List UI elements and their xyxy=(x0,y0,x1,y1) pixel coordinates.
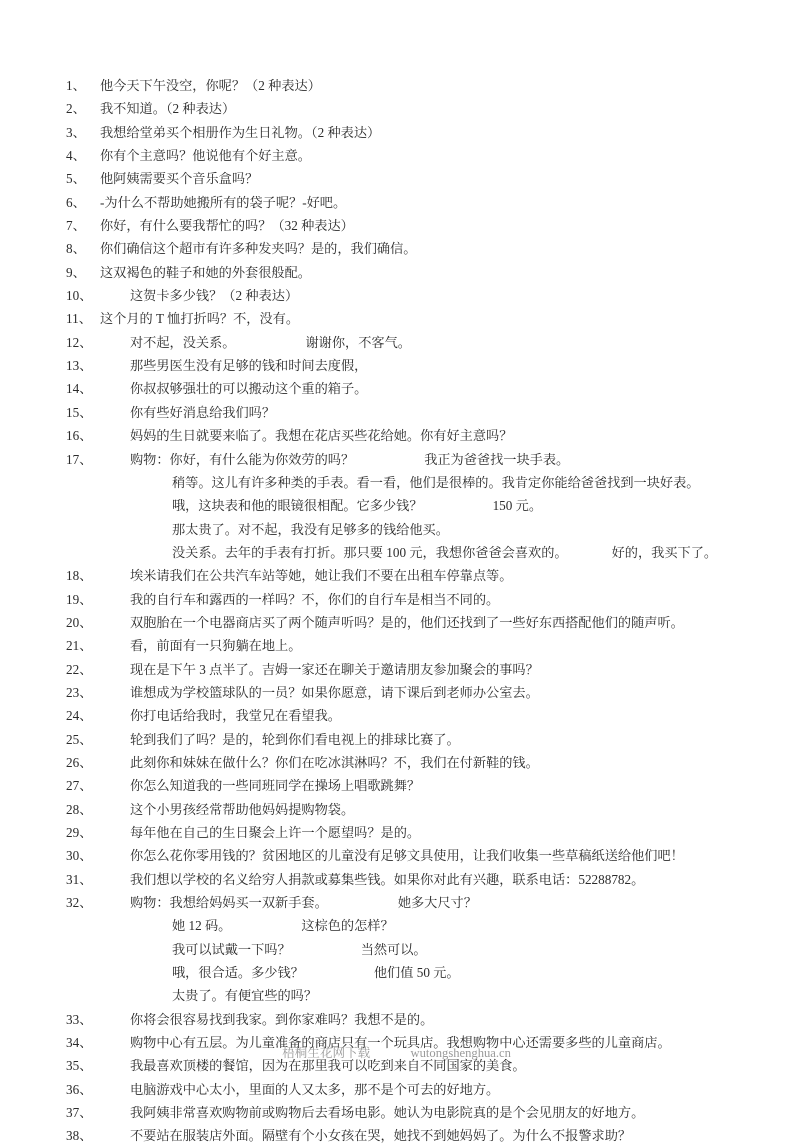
exercise-item xyxy=(66,798,780,821)
exercise-item xyxy=(66,821,780,844)
dialogue-reply: 我正为爸爸找一块手表。 xyxy=(424,451,570,467)
item-text: 这双褐色的鞋子和她的外套很般配。 xyxy=(100,264,311,280)
item-text: 你叔叔够强壮的可以搬动这个重的箱子。 xyxy=(130,381,368,397)
item-number: 22、 xyxy=(66,661,93,677)
item-text: 我们想以学校的名义给穷人捐款或募集些钱。如果你对此有兴趣，联系电话：52288782。 xyxy=(130,871,645,887)
exercise-item xyxy=(66,704,780,727)
item-number: 25、 xyxy=(66,731,93,747)
item-text: 我的自行车和露西的一样吗？不，你们的自行车是相当不同的。 xyxy=(130,591,500,607)
exercise-item xyxy=(66,611,780,634)
dialogue-reply: 好的，我买下了。 xyxy=(611,544,718,560)
exercise-item xyxy=(66,728,780,751)
dialogue-reply: 这棕色的怎样？ xyxy=(301,918,394,934)
item-text: 那些男医生没有足够的钱和时间去度假， xyxy=(130,358,368,374)
dialogue-continuation-line xyxy=(66,518,780,541)
exercise-item xyxy=(66,681,780,704)
item-text: 不要站在服装店外面。隔壁有个小女孩在哭，她找不到她妈妈了。为什么不报警求助？ xyxy=(130,1128,632,1144)
exercise-item xyxy=(66,307,780,330)
item-text: 看，前面有一只狗躺在地上。 xyxy=(130,638,302,654)
item-number: 21、 xyxy=(66,638,93,654)
item-text: 此刻你和妹妹在做什么？你们在吃冰淇淋吗？不，我们在付新鞋的钱。 xyxy=(130,754,539,770)
item-number: 9、 xyxy=(66,264,86,280)
item-text: 你怎么花你零用钱的？贫困地区的儿童没有足够文具使用，让我们收集一些草稿纸送给他们吧！ xyxy=(130,848,684,864)
item-text: 你打电话给我时，我堂兄在看望我。 xyxy=(130,708,341,724)
exercise-item xyxy=(66,1101,780,1124)
exercise-item xyxy=(66,658,780,681)
exercise-item xyxy=(66,1124,780,1147)
item-text: 我阿姨非常喜欢购物前或购物后去看场电影。她认为电影院真的是个会见朋友的好地方。 xyxy=(130,1105,645,1121)
exercise-item xyxy=(66,564,780,587)
item-number: 28、 xyxy=(66,801,93,817)
item-text: 你有个主意吗？他说他有个好主意。 xyxy=(100,148,311,164)
item-number: 31、 xyxy=(66,871,93,887)
item-text: -为什么不帮助她搬所有的袋子呢？-好吧。 xyxy=(100,194,347,210)
item-text: 你怎么知道我的一些同班同学在操场上唱歌跳舞？ xyxy=(130,778,421,794)
item-number: 15、 xyxy=(66,404,93,420)
exercise-item xyxy=(66,284,780,307)
item-text: 你有些好消息给我们吗？ xyxy=(130,404,276,420)
exercise-item xyxy=(66,261,780,284)
item-text: 购物中心有五层。为儿童准备的商店只有一个玩具店。我想购物中心还需要多些的儿童商店。 xyxy=(130,1035,671,1051)
exercise-item xyxy=(66,1008,780,1031)
dialogue-prompt: 哦，这块表和他的眼镜很相配。它多少钱？ xyxy=(172,498,423,514)
exercise-item xyxy=(66,74,780,97)
dialogue-prompt: 太贵了。有便宜些的吗？ xyxy=(172,988,318,1004)
item-text: 轮到我们了吗？是的，轮到你们看电视上的排球比赛了。 xyxy=(130,731,460,747)
exercise-item xyxy=(66,121,780,144)
item-number: 38、 xyxy=(66,1128,93,1144)
item-number: 12、 xyxy=(66,334,93,350)
item-text: 埃米请我们在公共汽车站等她，她让我们不要在出租车停靠点等。 xyxy=(130,568,513,584)
item-text: 这个小男孩经常帮助他妈妈提购物袋。 xyxy=(130,801,355,817)
item-number: 26、 xyxy=(66,754,93,770)
exercise-item xyxy=(66,354,780,377)
exercise-list xyxy=(66,74,780,1148)
item-text: 你们确信这个超市有许多种发夹吗？是的，我们确信。 xyxy=(100,241,417,257)
item-number: 33、 xyxy=(66,1011,93,1027)
item-text: 他阿姨需要买个音乐盒吗？ xyxy=(100,171,259,187)
dialogue-continuation-line xyxy=(66,938,780,961)
dialogue-continuation-line xyxy=(66,914,780,937)
item-number: 30、 xyxy=(66,848,93,864)
footer-site-url: wutongshenghua.cn xyxy=(410,1046,511,1060)
item-number: 36、 xyxy=(66,1081,93,1097)
dialogue-prompt: 没关系。去年的手表有打折。那只要 100 元，我想你爸爸会喜欢的。 xyxy=(172,544,568,560)
item-number: 17、 xyxy=(66,451,93,467)
item-number: 23、 xyxy=(66,684,93,700)
item-text: 我最喜欢顶楼的餐馆，因为在那里我可以吃到来自不同国家的美食。 xyxy=(130,1058,526,1074)
item-number: 18、 xyxy=(66,568,93,584)
item-number: 2、 xyxy=(66,101,86,117)
item-number: 11、 xyxy=(66,311,92,327)
exercise-item xyxy=(66,868,780,891)
item-text: 妈妈的生日就要来临了。我想在花店买些花给她。你有好主意吗？ xyxy=(130,428,513,444)
item-text: 他今天下午没空，你呢？（2 种表达） xyxy=(100,78,321,93)
exercise-item xyxy=(66,1078,780,1101)
item-number: 1、 xyxy=(66,78,86,93)
exercise-item xyxy=(66,634,780,657)
exercise-item xyxy=(66,751,780,774)
dialogue-continuation-line xyxy=(66,471,780,494)
item-number: 24、 xyxy=(66,708,93,724)
exercise-item xyxy=(66,424,780,447)
item-text: 每年他在自己的生日聚会上许一个愿望吗？是的。 xyxy=(130,825,421,840)
item-number: 10、 xyxy=(66,288,93,304)
exercise-item xyxy=(66,588,780,611)
dialogue-prompt: 购物：你好，有什么能为你效劳的吗？ xyxy=(130,451,355,467)
dialogue-reply: 150 元。 xyxy=(492,498,543,514)
item-number: 16、 xyxy=(66,428,93,444)
dialogue-continuation-line xyxy=(66,984,780,1007)
item-text: 这贺卡多少钱？（2 种表达） xyxy=(130,288,299,304)
item-number: 4、 xyxy=(66,148,86,164)
footer-site-name: 梧桐生花网下载 xyxy=(282,1046,371,1060)
exercise-item xyxy=(66,448,780,471)
exercise-item xyxy=(66,167,780,190)
item-number: 32、 xyxy=(66,895,93,911)
item-number: 29、 xyxy=(66,825,93,840)
item-text: 我不知道。（2 种表达） xyxy=(100,101,236,117)
dialogue-continuation-line xyxy=(66,541,780,564)
item-number: 3、 xyxy=(66,124,86,140)
item-number: 5、 xyxy=(66,171,86,187)
item-text: 这个月的 T 恤打折吗？不，没有。 xyxy=(100,311,300,327)
dialogue-prompt: 稍等。这儿有许多种类的手表。看一看，他们是很棒的。我肯定你能给爸爸找到一块好表。 xyxy=(172,474,700,490)
exercise-item xyxy=(66,97,780,120)
item-number: 13、 xyxy=(66,358,93,374)
item-text: 双胞胎在一个电器商店买了两个随声听吗？是的，他们还找到了一些好东西搭配他们的随声听。 xyxy=(130,614,684,630)
page-footer xyxy=(0,1042,793,1061)
item-text: 现在是下午 3 点半了。吉姆一家还在聊关于邀请朋友参加聚会的事吗？ xyxy=(130,661,539,677)
dialogue-prompt: 购物：我想给妈妈买一双新手套。 xyxy=(130,895,328,911)
item-text: 谁想成为学校篮球队的一员？如果你愿意，请下课后到老师办公室去。 xyxy=(130,684,539,700)
dialogue-reply: 谢谢你，不客气。 xyxy=(305,334,411,350)
item-number: 6、 xyxy=(66,194,86,210)
item-number: 34、 xyxy=(66,1035,93,1051)
dialogue-prompt: 对不起，没关系。 xyxy=(130,334,236,350)
exercise-item xyxy=(66,331,780,354)
item-number: 8、 xyxy=(66,241,86,257)
exercise-item xyxy=(66,844,780,867)
exercise-item xyxy=(66,891,780,914)
dialogue-continuation-line xyxy=(66,961,780,984)
dialogue-prompt: 那太贵了。对不起，我没有足够多的钱给他买。 xyxy=(172,521,449,537)
item-number: 35、 xyxy=(66,1058,93,1074)
item-number: 27、 xyxy=(66,778,93,794)
dialogue-continuation-line xyxy=(66,494,780,517)
dialogue-reply: 她多大尺寸？ xyxy=(397,895,477,911)
item-number: 20、 xyxy=(66,614,93,630)
dialogue-prompt: 哦，很合适。多少钱？ xyxy=(172,965,304,981)
exercise-item xyxy=(66,191,780,214)
item-number: 7、 xyxy=(66,218,86,234)
exercise-item xyxy=(66,144,780,167)
dialogue-prompt: 她 12 码。 xyxy=(172,918,232,934)
item-number: 37、 xyxy=(66,1105,93,1121)
exercise-item xyxy=(66,377,780,400)
item-text: 我想给堂弟买个相册作为生日礼物。（2 种表达） xyxy=(100,124,381,140)
item-text: 你好，有什么要我帮忙的吗？（32 种表达） xyxy=(100,218,354,234)
dialogue-reply: 他们值 50 元。 xyxy=(373,965,460,981)
exercise-item xyxy=(66,237,780,260)
dialogue-prompt: 我可以试戴一下吗？ xyxy=(172,941,291,957)
item-text: 电脑游戏中心太小，里面的人又太多，那不是个可去的好地方。 xyxy=(130,1081,500,1097)
item-text: 你将会很容易找到我家。到你家难吗？我想不是的。 xyxy=(130,1011,434,1027)
exercise-item xyxy=(66,214,780,237)
item-number: 14、 xyxy=(66,381,93,397)
exercise-item xyxy=(66,774,780,797)
dialogue-reply: 当然可以。 xyxy=(360,941,427,957)
exercise-item xyxy=(66,401,780,424)
item-number: 19、 xyxy=(66,591,93,607)
